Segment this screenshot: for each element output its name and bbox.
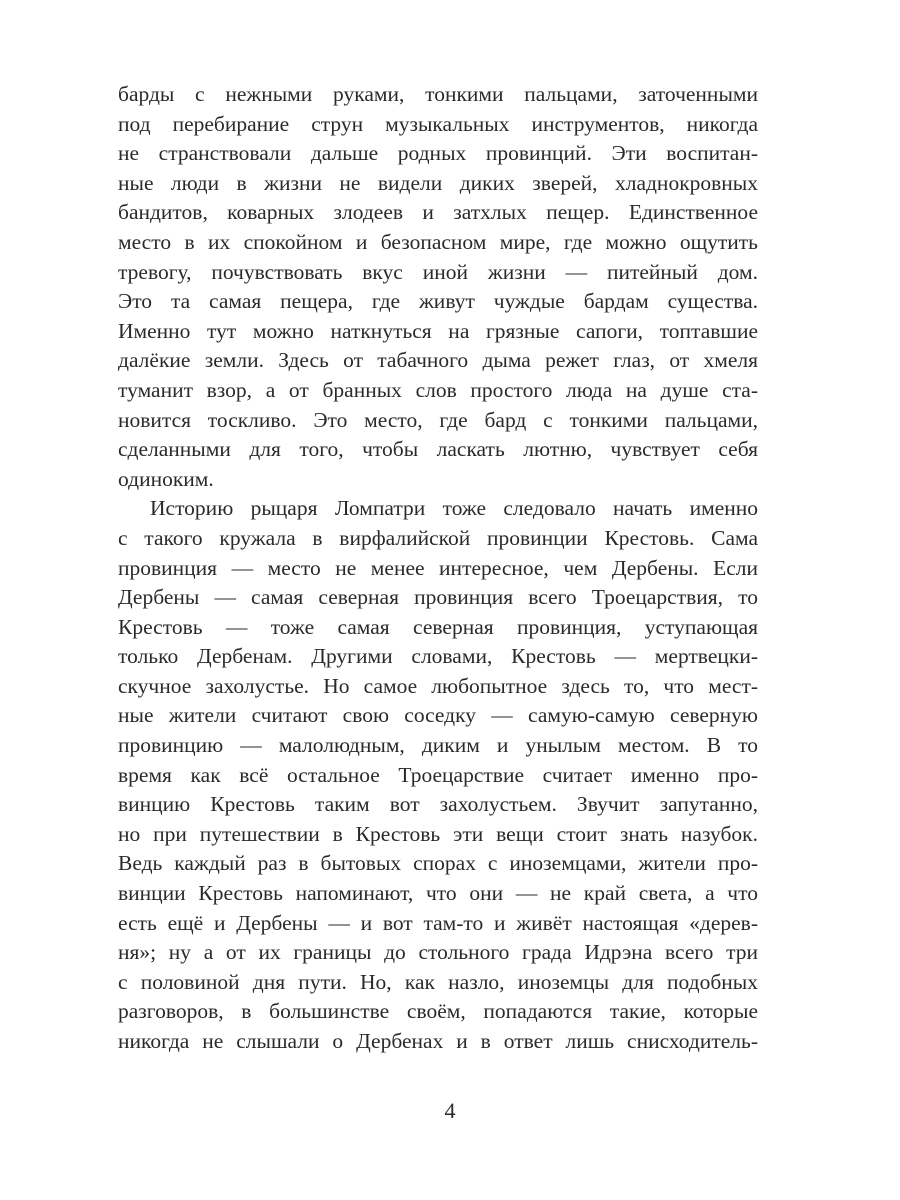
text-line: есть ещё и Дербены — и вот там-то и живёт настоящая «дерев-: [118, 910, 758, 935]
text-line: винции Крестовь напоминают, что они — не край света, а что: [118, 881, 758, 906]
text-line: время как всё остальное Троецарствие считает именно про-: [118, 762, 758, 787]
text-line: но при путешествии в Крестовь эти вещи стоит знать назубок.: [118, 821, 758, 846]
text-line: никогда не слышали о Дербенах и в ответ лишь снисходитель-: [118, 1029, 758, 1053]
text-line: бандитов, коварных злодеев и затхлых пещер. Единственное: [118, 200, 758, 225]
text-line: Дербены — самая северная провинция всего Троецарствия, то: [118, 585, 758, 610]
text-line: далёкие земли. Здесь от табачного дыма режет глаз, от хмеля: [118, 348, 758, 373]
text-line: не странствовали дальше родных провинций. Эти воспитан-: [118, 141, 758, 166]
text-line: скучное захолустье. Но самое любопытное здесь то, что мест-: [118, 673, 758, 698]
text-line: с половиной дня пути. Но, как назло, иноземцы для подобных: [118, 969, 758, 994]
text-line: Это та самая пещера, где живут чуждые бардам существа.: [118, 289, 758, 314]
text-line: тревогу, почувствовать вкус иной жизни — питейный дом.: [118, 259, 758, 284]
text-line: барды с нежными руками, тонкими пальцами, заточенными: [118, 82, 758, 106]
text-line: Именно тут можно наткнуться на грязные сапоги, топтавшие: [118, 318, 758, 343]
text-line: ные жители считают свою соседку — самую-самую северную: [118, 703, 758, 728]
text-line: Ведь каждый раз в бытовых спорах с иноземцами, жители про-: [118, 851, 758, 876]
page-number: 4: [444, 1098, 456, 1123]
text-line: винцию Крестовь таким вот захолустьем. Звучит запутанно,: [118, 792, 758, 817]
text-line: туманит взор, а от бранных слов простого люда на душе ста-: [118, 377, 758, 402]
body-text: [118, 80, 758, 1057]
text-line: только Дербенам. Другими словами, Крестовь — мертвецки-: [118, 644, 758, 669]
text-line: сделанными для того, чтобы ласкать лютню, чувствует себя: [118, 437, 758, 462]
text-line: новится тоскливо. Это место, где бард с тонкими пальцами,: [118, 407, 758, 432]
text-line: провинция — место не менее интересное, чем Дербены. Если: [118, 555, 758, 580]
paragraph: [118, 494, 758, 1056]
text-line: ня»; ну а от их границы до стольного града Идрэна всего три: [118, 940, 758, 965]
text-line: Историю рыцаря Ломпатри тоже следовало начать именно: [150, 496, 758, 521]
text-line: одиноким.: [118, 466, 214, 491]
text-line: разговоров, в большинстве своём, попадаются такие, которые: [118, 999, 758, 1024]
text-line: под перебирание струн музыкальных инструментов, никогда: [118, 111, 758, 136]
paragraph: [118, 80, 758, 494]
text-line: с такого кружала в вирфалийской провинции Крестовь. Сама: [118, 525, 758, 550]
text-line: провинцию — малолюдным, диким и унылым местом. В то: [118, 733, 758, 758]
text-line: ные люди в жизни не видели диких зверей, хладнокровных: [118, 170, 758, 195]
text-line: место в их спокойном и безопасном мире, где можно ощутить: [118, 229, 758, 254]
text-line: Крестовь — тоже самая северная провинция, уступающая: [118, 614, 758, 639]
